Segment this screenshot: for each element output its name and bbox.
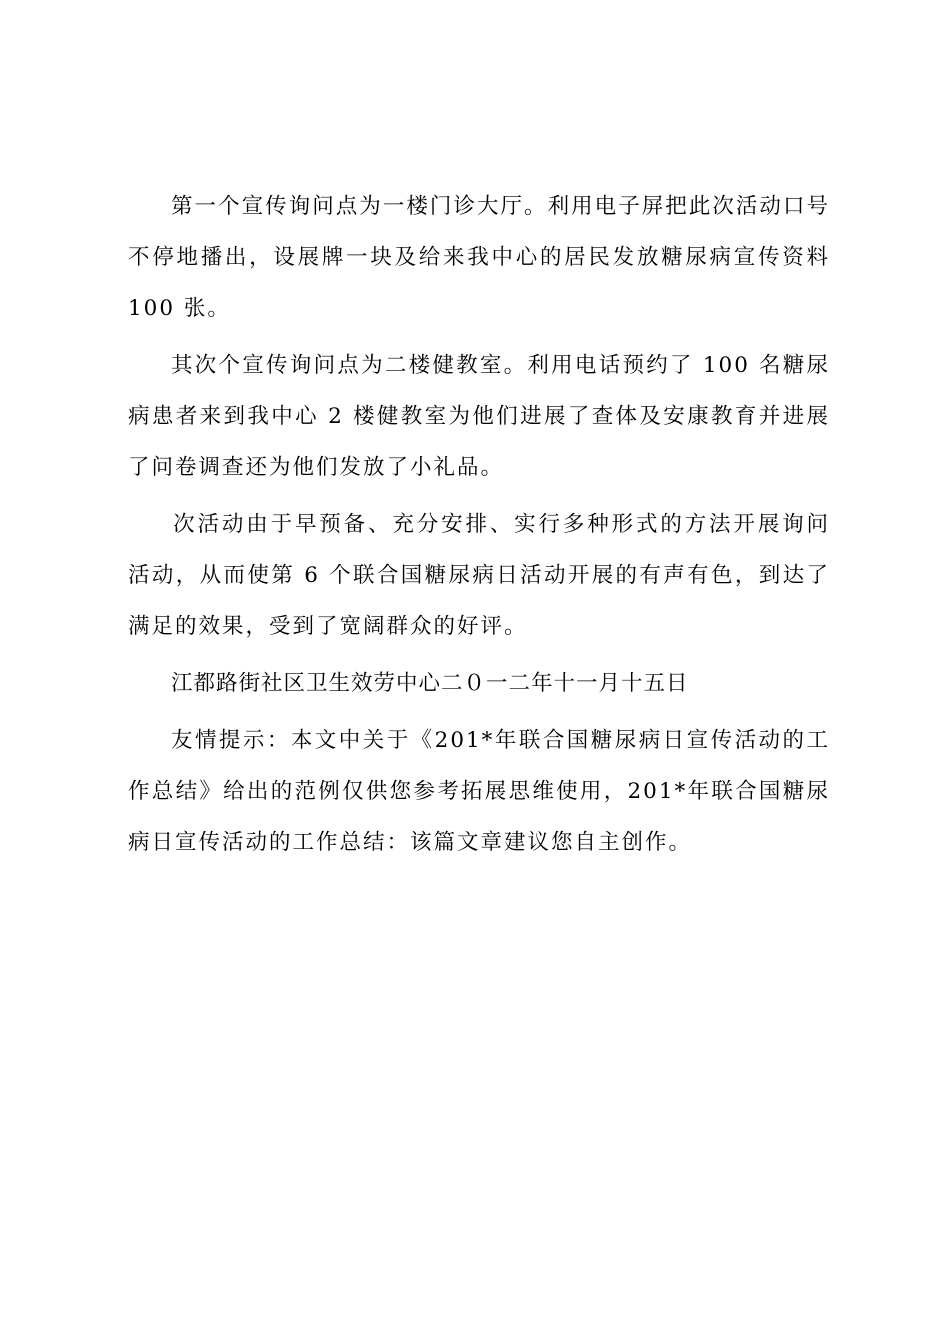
paragraph-friendly-reminder: 友情提示：本文中关于《201*年联合国糖尿病日宣传活动的工作总结》给出的范例仅供您参考拓展思维使用，201*年联合国糖尿病日宣传活动的工作总结：该篇文章建议您自主创作。 xyxy=(128,728,830,855)
paragraph-second-consultation-point: 其次个宣传询问点为二楼健教室。利用电话预约了 100 名糖尿病患者来到我中心 2 楼健教室为他们进展了查体及安康教育并进展了问卷调查还为他们发放了小礼品。 xyxy=(128,353,830,480)
paragraph-activity-summary: 次活动由于早预备、充分安排、实行多种形式的方法开展询问活动，从而使第 6 个联合国糖尿病日活动开展的有声有色，到达了满足的效果，受到了宽阔群众的好评。 xyxy=(128,512,830,639)
paragraph-first-consultation-point: 第一个宣传询问点为一楼门诊大厅。利用电子屏把此次活动口号不停地播出，设展牌一块及给来我中心的居民发放糖尿病宣传资料 100 张。 xyxy=(128,194,830,321)
paragraph-signature-date: 江都路街社区卫生效劳中心二０一二年十一月十五日 xyxy=(171,671,689,696)
document-body xyxy=(128,181,830,874)
